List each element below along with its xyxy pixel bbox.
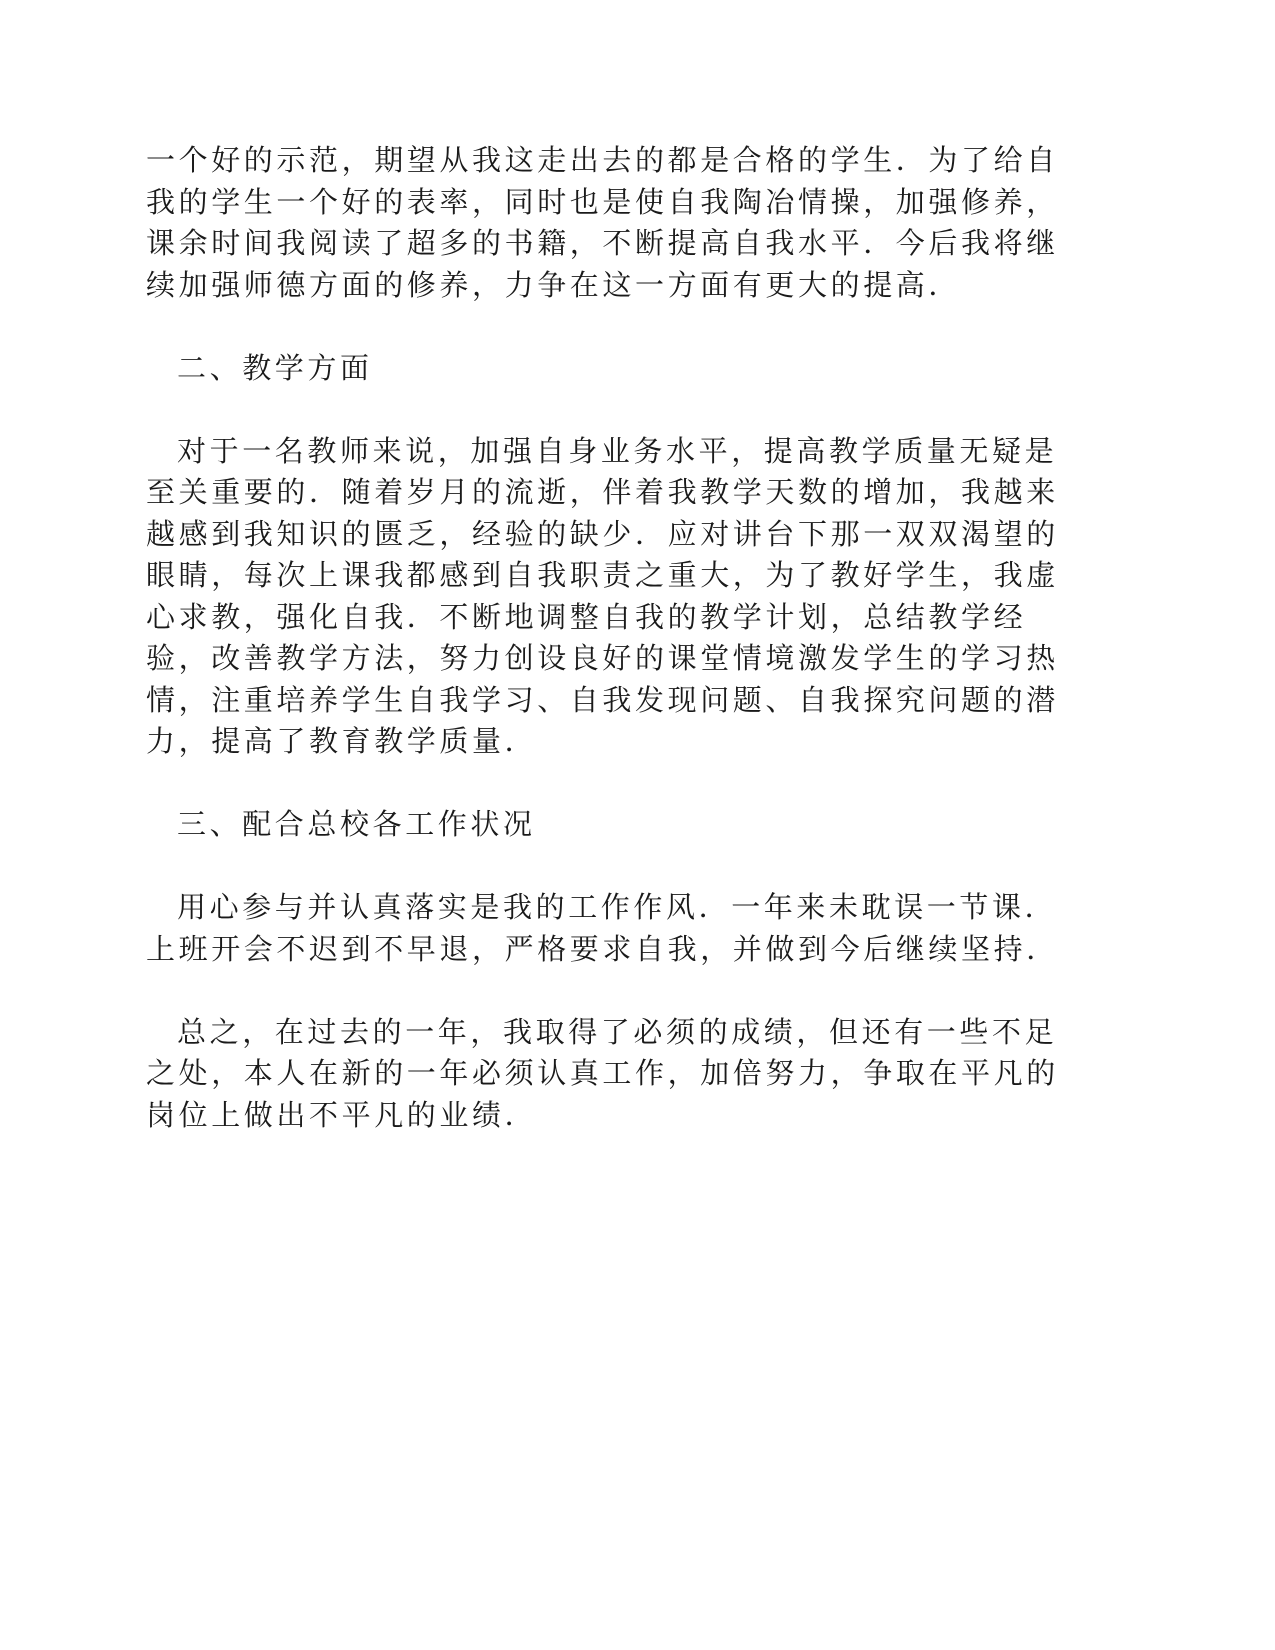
text-line: 眼睛，每次上课我都感到自我职责之重大，为了教好学生，我虚 [146, 558, 1059, 592]
section-heading-cooperation [146, 804, 1046, 846]
document-page [146, 140, 1059, 1178]
section-heading-teaching [146, 348, 1046, 390]
text-line: 情，注重培养学生自我学习、自我发现问题、自我探究问题的潜 [146, 682, 1059, 717]
text-line: 总之，在过去的一年，我取得了必须的成绩，但还有一些不足 [177, 1014, 1058, 1049]
paragraph-summary [146, 1012, 1059, 1137]
text-line: 力，提高了教育教学质量． [146, 724, 538, 758]
heading-text: 三、配合总校各工作状况 [177, 807, 536, 841]
heading-text: 二、教学方面 [177, 350, 373, 385]
text-line: 对于一名教师来说，加强自身业务水平，提高教学质量无疑是 [177, 433, 1058, 468]
text-line: 续加强师德方面的修养，力争在这一方面有更大的提高． [146, 267, 962, 302]
paragraph-teaching [146, 431, 1059, 763]
text-line: 验，改善教学方法，努力创设良好的课堂情境激发学生的学习热 [146, 641, 1059, 675]
text-line: 越感到我知识的匮乏，经验的缺少．应对讲台下那一双双渴望的 [146, 516, 1059, 551]
text-line: 上班开会不迟到不早退，严格要求自我，并做到今后继续坚持． [146, 931, 1059, 966]
text-line: 之处，本人在新的一年必须认真工作，加倍努力，争取在平凡的 [146, 1056, 1059, 1090]
text-line: 至关重要的．随着岁月的流逝，伴着我教学天数的增加，我越来 [146, 475, 1059, 509]
paragraph-cooperation [146, 887, 1059, 970]
text-line: 用心参与并认真落实是我的工作作风．一年来未耽误一节课． [177, 890, 1058, 924]
text-line: 岗位上做出不平凡的业绩． [146, 1097, 538, 1132]
text-line: 一个好的示范，期望从我这走出去的都是合格的学生．为了给自 [146, 143, 1059, 177]
text-line: 心求教，强化自我．不断地调整自我的教学计划，总结教学经 [146, 599, 1027, 634]
paragraph-teacher-ethics [146, 140, 1059, 306]
text-line: 课余时间我阅读了超多的书籍，不断提高自我水平．今后我将继 [146, 226, 1059, 260]
text-line: 我的学生一个好的表率，同时也是使自我陶冶情操，加强修养， [146, 184, 1059, 219]
